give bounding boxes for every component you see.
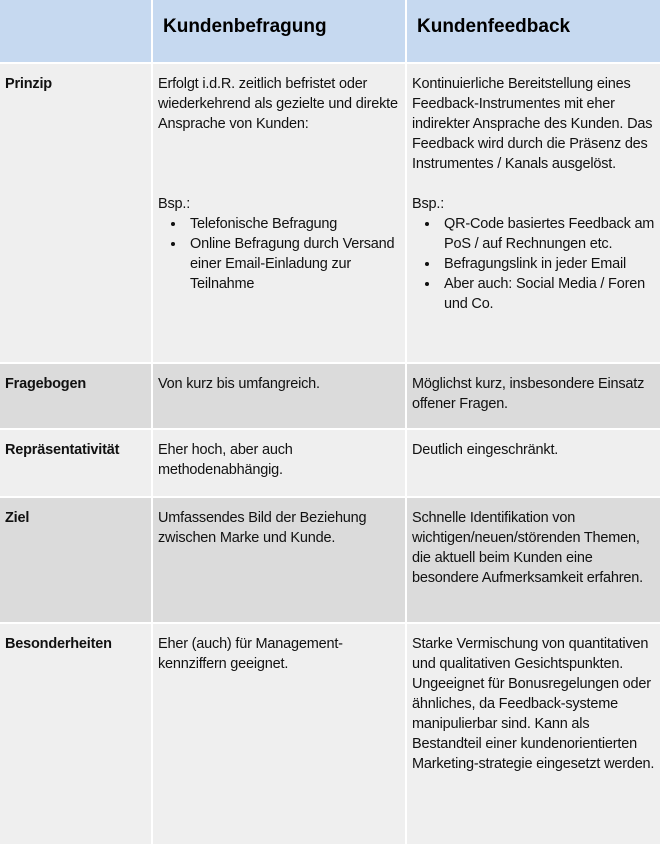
cell: Von kurz bis umfangreich.	[153, 364, 405, 428]
cell: Deutlich eingeschränkt.	[407, 430, 660, 496]
cell: Eher hoch, aber auch methodenabhängig.	[153, 430, 405, 496]
example-list	[412, 214, 655, 314]
cell-text: Kontinuierliche Bereitstellung eines Feedback-Instrumentes mit eher indirekter Ansprache des Kunden. Das Feedback wird durch die Präsenz des Instrumentes / Kanals ausgelöst.	[412, 76, 653, 172]
example-list	[158, 214, 400, 294]
cell: Umfassendes Bild der Beziehung zwischen Marke und Kunde.	[153, 498, 405, 622]
cell-text: Erfolgt i.d.R. zeitlich befristet oder wiederkehrend als gezielte und direkte Ansprache von Kunden:	[158, 76, 398, 132]
table-row	[0, 64, 660, 362]
row-label: Ziel	[0, 498, 151, 622]
row-label: Prinzip	[0, 64, 151, 362]
list-item: • Befragungslink in jeder Email	[440, 254, 655, 274]
table-row	[0, 624, 660, 844]
example-label: Bsp.:	[412, 196, 445, 212]
cell: Eher (auch) für Management-kennziffern geeignet.	[153, 624, 405, 844]
header-kundenfeedback: Kundenfeedback	[407, 0, 660, 62]
row-label: Besonderheiten	[0, 624, 151, 844]
table-row	[0, 364, 660, 428]
list-item: • Telefonische Befragung	[186, 214, 400, 234]
cell: Möglichst kurz, insbesondere Einsatz offener Fragen.	[407, 364, 660, 428]
example-label: Bsp.:	[158, 196, 191, 212]
cell	[153, 64, 405, 362]
header-row	[0, 0, 660, 62]
list-item: • Online Befragung durch Versand einer Email-Einladung zur Teilnahme	[186, 234, 400, 294]
cell	[407, 64, 660, 362]
list-item: • QR-Code basiertes Feedback am PoS / auf Rechnungen etc.	[440, 214, 655, 254]
row-label: Repräsentativität	[0, 430, 151, 496]
table-row	[0, 498, 660, 622]
cell: Starke Vermischung von quantitativen und qualitativen Gesichtspunkten. Ungeeignet für Bonusregelungen oder ähnliches, da Feedback-systeme manipulierbar sind. Kann als Bestandteil einer kundenorientierten Marketing-strategie eingesetzt werden.	[407, 624, 660, 844]
table-row	[0, 430, 660, 496]
row-label: Fragebogen	[0, 364, 151, 428]
cell: Schnelle Identifikation von wichtigen/neuen/störenden Themen, die aktuell beim Kunden eine besondere Aufmerksamkeit erfahren.	[407, 498, 660, 622]
list-item: • Aber auch: Social Media / Foren und Co.	[440, 274, 655, 314]
header-kundenbefragung: Kundenbefragung	[153, 0, 405, 62]
header-empty	[0, 0, 151, 62]
